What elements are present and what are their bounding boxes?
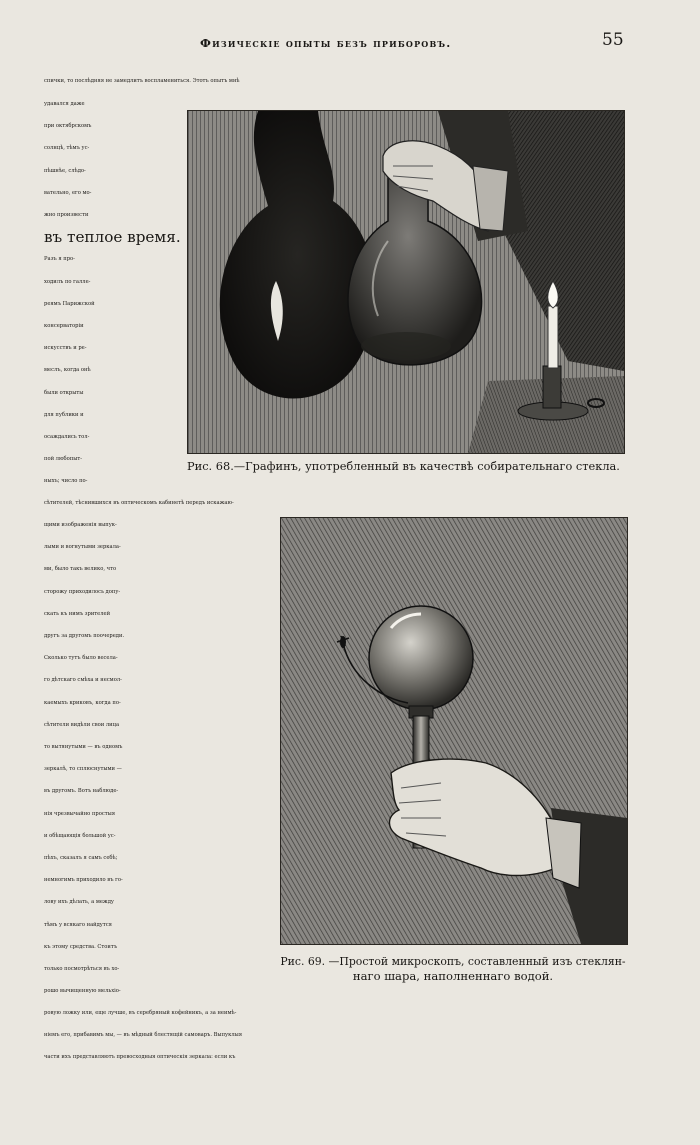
- text-line: вательно, его мо-: [44, 189, 92, 196]
- text-line: въ теплое время.: [44, 228, 181, 247]
- text-line: въ другомъ. Вотъ наблюде-: [44, 788, 119, 795]
- figure-69-caption-line-2: наго шара, наполненнаго водой.: [352, 969, 554, 983]
- text-line: только посмотрѣться въ хо-: [44, 966, 120, 972]
- text-line: пой любопыт-: [44, 456, 82, 463]
- text-line: сѣтителей, тѣснившихся въ оптическомъ кабинетѣ передъ искажаю-: [44, 500, 234, 506]
- text-line: для публики и: [44, 411, 84, 418]
- figure-68-illustration: [187, 110, 625, 454]
- text-line: осаждались тол-: [44, 434, 90, 440]
- text-line: рошо вычищенную мельхіо-: [44, 988, 121, 995]
- text-line: къ этому средства. Стоитъ: [44, 943, 117, 950]
- figure-69-illustration: [280, 517, 628, 945]
- text-line: консерваторіи: [44, 323, 84, 329]
- text-line: ходилъ по галле-: [44, 278, 91, 285]
- text-line: зеркалѣ, то сплюснутыми —: [44, 766, 122, 773]
- text-line: ныхъ; число по-: [44, 478, 88, 485]
- text-line: скать къ нимъ зрителей: [44, 610, 111, 617]
- text-line: другъ за другомъ поочереди.: [44, 633, 125, 639]
- text-line: солнцѣ, тѣмъ ус-: [44, 145, 90, 152]
- page-number: 55: [602, 30, 624, 50]
- text-line: Сколько тутъ было весела-: [44, 655, 118, 662]
- text-line: то вытянутыми — въ одномъ: [44, 744, 123, 750]
- text-line: щими изображенія выпук-: [44, 522, 117, 528]
- text-line: ми, было такъ велико, что: [44, 566, 117, 573]
- text-line: сѣтители видѣли свои лица: [44, 721, 120, 728]
- text-line: пѣшнѣе, слѣдо-: [44, 167, 86, 174]
- text-line: жно произвести: [44, 212, 89, 218]
- text-line: при октябрскомъ: [44, 123, 92, 130]
- figure-69-caption-line-1: Рис. 69. —Простой микроскопъ, составленный изъ стеклян-: [280, 955, 626, 968]
- microscope-engraving: [281, 518, 627, 944]
- text-line: меслъ, когда онѣ: [44, 367, 91, 374]
- text-line: спички, то послѣдняя не замедлитъ воспламениться. Этотъ опытъ мнѣ: [44, 78, 240, 84]
- text-line: части ихъ представляютъ превосходныя оптическія зеркала: если къ: [44, 1054, 236, 1061]
- text-line: лову ихъ дѣлать, а между: [44, 899, 114, 906]
- text-line: искусствъ и ре-: [44, 345, 87, 352]
- text-line: пѣхъ, сказалъ я самъ себѣ;: [44, 855, 118, 861]
- text-line: были открыты: [44, 389, 84, 396]
- text-line: тѣмъ у всякаго найдутся: [44, 921, 112, 928]
- carafe-engraving: [188, 111, 624, 453]
- text-line: каемыхъ криковъ, когда по-: [44, 699, 121, 706]
- text-line: нія чрезвычайно простыя: [44, 810, 116, 817]
- text-line: немногимъ приходило въ го-: [44, 877, 123, 884]
- text-line: сторожу приходилось допу-: [44, 588, 121, 595]
- text-line: удавался даже: [44, 101, 85, 107]
- text-line: ровую ложку или, еще лучше, въ серебряный кофейникъ, а за неимѣ-: [44, 1010, 237, 1016]
- running-title: Физическіе опыты безъ приборовъ.: [200, 36, 452, 50]
- text-line: го дѣтскаго смѣха и несмол-: [44, 677, 122, 684]
- text-line: ніемъ его, прибавимъ мы, — въ мѣдный блестящій самоваръ. Выпуклыя: [44, 1032, 243, 1039]
- text-line: Разъ я про-: [44, 256, 75, 263]
- text-line: и обѣщающія большой ус-: [44, 832, 116, 839]
- text-line: лыми и вогнутыми зеркала-: [44, 544, 121, 551]
- figure-68-caption: Рис. 68.—Графинъ, употребленный въ качествѣ собирательнаго стекла.: [187, 459, 620, 473]
- text-line: реямъ Парижской: [44, 300, 95, 307]
